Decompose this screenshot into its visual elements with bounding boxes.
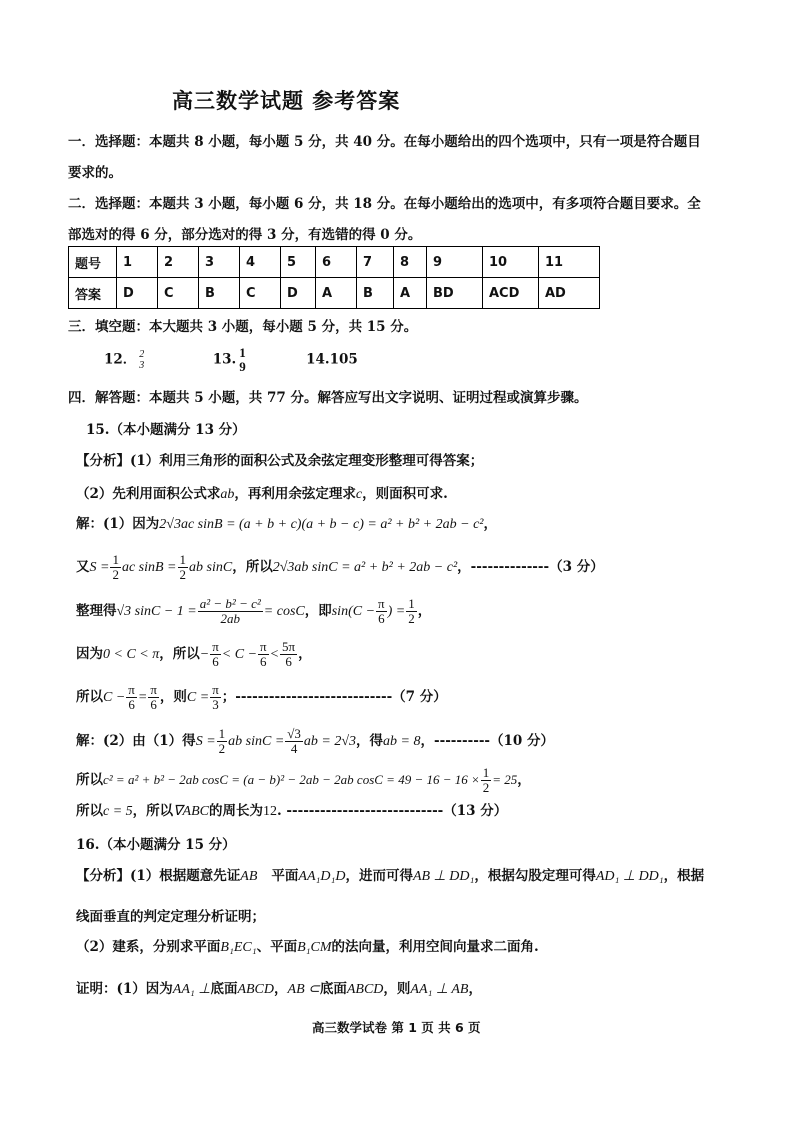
- text: ，--------------（3 分）: [457, 559, 604, 575]
- cell-number: 8: [394, 247, 427, 278]
- math: ab: [220, 487, 235, 502]
- math: ab = 8: [383, 734, 421, 749]
- denominator: 6: [285, 654, 292, 669]
- math: 12: [262, 804, 277, 819]
- math: √3 sinC − 1 =: [116, 604, 197, 619]
- numerator: π: [212, 682, 219, 697]
- math: = 25: [492, 772, 518, 787]
- math: c² = a² + b² − 2ab cosC = (a − b)² − 2ab − 2ab cosC = 49 − 16 − 16 ×: [103, 772, 480, 787]
- fraction-5pi-6: [280, 640, 297, 669]
- text: （2）建系，分别求平面: [76, 939, 221, 955]
- math: S =: [195, 734, 216, 749]
- cell-number: 3: [199, 247, 240, 278]
- fraction-sqrt3-4: [285, 727, 303, 756]
- text: ，----------（10 分）: [420, 733, 555, 749]
- math: −: [199, 647, 210, 662]
- math: = cosC: [263, 604, 305, 619]
- numerator: π: [150, 682, 157, 697]
- math: ab sinC =: [228, 734, 285, 749]
- row-label-number: 题号: [69, 247, 117, 278]
- text: ，再利用余弦定理求: [234, 486, 356, 502]
- text: ，: [274, 981, 288, 997]
- math: ∇ABC: [173, 804, 209, 819]
- cell-answer: D: [117, 278, 158, 309]
- math: S =: [89, 560, 110, 575]
- text: 底面: [319, 981, 347, 997]
- q16-header: 16.（本小题满分 15 分）: [76, 837, 236, 853]
- text: ，根据: [663, 868, 705, 884]
- denominator: 6: [150, 697, 157, 712]
- section1-line1: 一．选择题：本题共 8 小题，每小题 5 分，共 40 分。在每小题给出的四个选项中，只有一项是符合题目: [68, 134, 701, 150]
- denominator: 2: [482, 780, 490, 795]
- q13-numerator: 1: [239, 345, 246, 360]
- q13-label: 13.: [212, 351, 237, 368]
- text: ，: [483, 516, 497, 532]
- math: =: [137, 690, 148, 705]
- denominator: 2: [218, 741, 226, 756]
- text: ，根据勾股定理可得: [474, 868, 596, 884]
- q16-analysis-3: [76, 935, 539, 956]
- text: 底面: [210, 981, 238, 997]
- cell-answer: A: [394, 278, 427, 309]
- text: . ----------------------------（13 分）: [276, 803, 508, 819]
- text: ，: [417, 603, 432, 619]
- cell-answer: ACD: [483, 278, 539, 309]
- cell-answer: B: [357, 278, 394, 309]
- fraction-pi-3: [210, 683, 221, 712]
- text: ，: [298, 646, 312, 662]
- page-title: 高三数学试题 参考答案: [172, 88, 401, 113]
- text: 解：(2）由（1）得: [76, 733, 196, 749]
- text: 所以: [76, 803, 103, 819]
- math: ab sinC: [189, 560, 233, 575]
- math: B₁CM: [297, 940, 332, 955]
- section1-line2: 要求的。: [68, 165, 122, 181]
- text: ，进而可得: [345, 868, 413, 884]
- text: ，: [468, 981, 482, 997]
- numerator: 1: [179, 552, 187, 567]
- q15-solution-line-2: [76, 553, 604, 582]
- text: ，则: [383, 981, 411, 997]
- section3-line: 三．填空题：本大题共 3 小题，每小题 5 分，共 15 分。: [68, 319, 418, 335]
- fraction-pi-6: [126, 683, 137, 712]
- text: 解：(1）因为: [76, 516, 160, 532]
- text: 又: [76, 559, 90, 575]
- numerator: π: [128, 682, 135, 697]
- math: B₁EC₁: [220, 940, 257, 955]
- math: 2√3ac sinB = (a + b + c)(a + b − c) = a² + b² + 2ab − c²: [159, 517, 484, 532]
- text: 、平面: [256, 939, 298, 955]
- numerator: π: [212, 639, 219, 654]
- fraction-half: [481, 766, 492, 795]
- text: 因为: [76, 646, 103, 662]
- q15-solution-line-3: [76, 597, 431, 626]
- fraction-pi-6: [148, 683, 159, 712]
- fraction: [198, 597, 263, 626]
- denominator: 6: [212, 654, 219, 669]
- cell-answer: B: [199, 278, 240, 309]
- denominator: 2: [408, 611, 415, 626]
- numerator: π: [260, 639, 267, 654]
- cell-answer: AD: [539, 278, 600, 309]
- numerator: 1: [218, 726, 226, 741]
- math: <: [269, 647, 280, 662]
- cell-number: 9: [427, 247, 483, 278]
- text: ；----------------------------（7 分）: [221, 689, 447, 705]
- denominator: 2: [179, 567, 187, 582]
- cell-number: 2: [158, 247, 199, 278]
- math: 0 < C < π: [103, 647, 160, 662]
- q15-solution-line-4: [76, 640, 312, 669]
- text: ，所以: [132, 803, 174, 819]
- math: 2√3ab sinC = a² + b² + 2ab − c²: [272, 560, 458, 575]
- math: ABCD: [237, 982, 275, 997]
- q16-analysis-2: 线面垂直的判定定理分析证明；: [76, 909, 265, 925]
- answer-table: [68, 246, 600, 309]
- fraction-half: [217, 727, 228, 756]
- math: ) =: [387, 604, 406, 619]
- math: AA₁D₁D: [298, 869, 346, 884]
- math: AB ⊂: [287, 982, 320, 997]
- section4-line: 四．解答题：本题共 5 小题，共 77 分。解答应写出文字说明、证明过程或演算步骤。: [68, 390, 588, 406]
- math: AB ⊥ DD₁: [412, 869, 475, 884]
- math: c = 5: [103, 804, 133, 819]
- math: AA₁ ⊥ AB: [410, 982, 469, 997]
- denominator: 6: [260, 654, 267, 669]
- text: 的周长为: [208, 803, 263, 819]
- denominator: 3: [212, 697, 219, 712]
- denominator: 4: [290, 741, 298, 756]
- q15-solution-line-1: [76, 512, 497, 533]
- q12-numerator: 2: [139, 349, 145, 360]
- q16-proof-line-1: [76, 977, 482, 998]
- q15-solution-line-6: [76, 727, 554, 756]
- denominator: 2: [112, 567, 119, 582]
- row-label-answer: 答案: [69, 278, 117, 309]
- text: （2）先利用面积公式求: [76, 486, 221, 502]
- math: ABCD: [346, 982, 384, 997]
- numerator: √3: [287, 726, 301, 741]
- math: c: [355, 487, 363, 502]
- math: C =: [186, 690, 210, 705]
- cell-answer: C: [158, 278, 199, 309]
- q13-denominator: 9: [239, 359, 246, 374]
- math: AA₁ ⊥: [172, 982, 211, 997]
- numerator: a² − b² − c²: [199, 596, 261, 611]
- denominator: 6: [378, 611, 385, 626]
- denominator: 6: [128, 697, 135, 712]
- fraction-pi-6: [376, 597, 387, 626]
- fraction-half: [178, 553, 189, 582]
- fraction-pi-6: [210, 640, 221, 669]
- fill-in-answers: [104, 346, 358, 374]
- cell-answer: C: [240, 278, 281, 309]
- cell-number: 4: [240, 247, 281, 278]
- q15-analysis-1: 【分析】(1）利用三角形的面积公式及余弦定理变形整理可得答案；: [76, 453, 484, 469]
- cell-number: 7: [357, 247, 394, 278]
- q15-solution-line-8: [76, 799, 507, 820]
- text: ，所以: [232, 559, 273, 575]
- numerator: 1: [482, 765, 490, 780]
- cell-number: 5: [281, 247, 316, 278]
- math: ac sinB =: [121, 560, 177, 575]
- cell-number: 6: [316, 247, 357, 278]
- cell-number: 10: [483, 247, 539, 278]
- q12-fraction: [137, 349, 146, 371]
- text: ，所以: [159, 646, 200, 662]
- q12-label: 12．: [104, 351, 137, 368]
- text: ，得: [356, 733, 384, 749]
- text: 的法向量，利用空间向量求二面角.: [331, 939, 539, 955]
- cell-number: 11: [539, 247, 600, 278]
- math: AD₁ ⊥ DD₁: [595, 869, 664, 884]
- math: < C −: [221, 647, 258, 662]
- cell-answer: A: [316, 278, 357, 309]
- section2-line1: 二．选择题：本题共 3 小题，每小题 6 分，共 18 分。在每小题给出的选项中，有多项符合题目要求。全: [68, 196, 701, 212]
- text: 整理得: [76, 603, 117, 619]
- text: 平面: [271, 868, 299, 884]
- fraction-pi-6: [258, 640, 269, 669]
- math: ab = 2√3: [303, 734, 357, 749]
- answer-table-answer-row: [69, 278, 600, 309]
- text: 所以: [76, 772, 103, 788]
- text: ，即: [304, 603, 332, 619]
- page-footer: 高三数学试卷 第 1 页 共 6 页: [312, 1020, 481, 1035]
- section2-line2: 部选对的得 6 分，部分选对的得 3 分，有选错的得 0 分。: [68, 227, 422, 243]
- math: AB: [240, 869, 258, 884]
- q14-answer: 14.105: [306, 351, 358, 368]
- text: ，: [517, 772, 531, 788]
- q16-analysis-1: [76, 864, 704, 885]
- answer-table-number-row: [69, 247, 600, 278]
- cell-answer: BD: [427, 278, 483, 309]
- numerator: 1: [408, 596, 415, 611]
- denominator: 2ab: [220, 611, 241, 626]
- fraction-half: [110, 553, 121, 582]
- text: ，则: [159, 689, 187, 705]
- text: 证明：(1）因为: [76, 981, 173, 997]
- q15-analysis-2: [76, 482, 448, 503]
- q15-solution-line-7: [76, 766, 531, 795]
- q15-header: 15.（本小题满分 13 分）: [86, 422, 246, 438]
- text: 所以: [76, 689, 103, 705]
- math: sin(C −: [331, 604, 376, 619]
- q15-solution-line-5: [76, 683, 447, 712]
- cell-number: 1: [117, 247, 158, 278]
- numerator: 1: [112, 552, 119, 567]
- q12-denominator: 3: [139, 360, 145, 371]
- fraction-half: [406, 597, 417, 626]
- text: 【分析】(1）根据题意先证: [76, 868, 241, 884]
- q13-fraction: [237, 346, 248, 374]
- math: C −: [103, 690, 126, 705]
- text: ，则面积可求.: [362, 486, 448, 502]
- cell-answer: D: [281, 278, 316, 309]
- numerator: 5π: [282, 639, 296, 654]
- numerator: π: [378, 596, 385, 611]
